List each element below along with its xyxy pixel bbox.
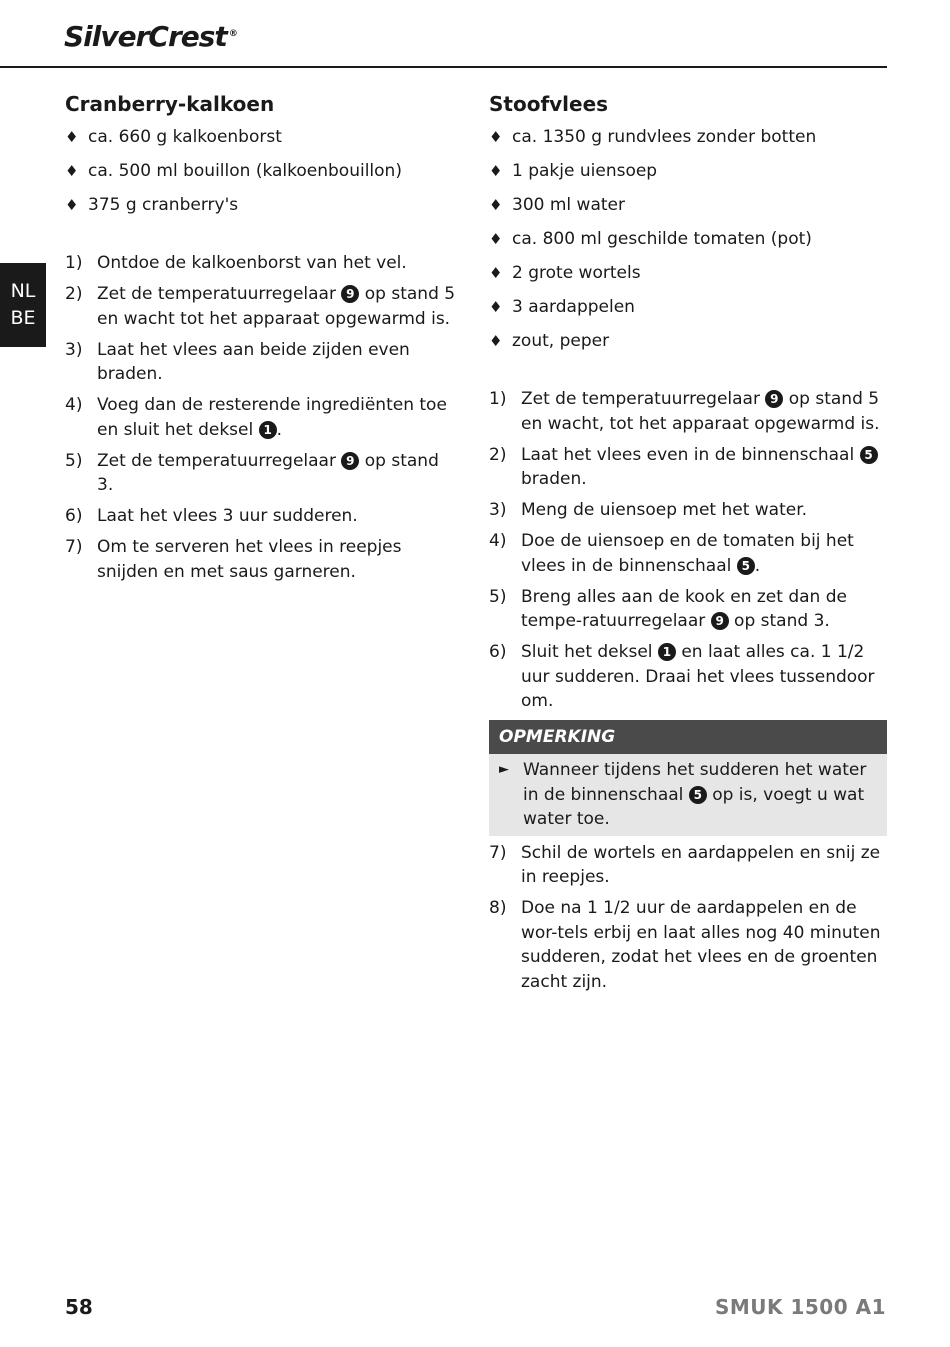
diamond-bullet-icon: ♦ (65, 128, 79, 146)
ingredient-item: ♦ 375 g cranberry's (65, 195, 239, 215)
language-code-nl: NL (10, 280, 36, 302)
step-item: 5) Breng alles aan de kook en zet dan de tempe-ratuurregelaar 9 op stand 3. (489, 586, 847, 631)
diamond-bullet-icon: ♦ (489, 196, 503, 214)
diamond-bullet-icon: ♦ (489, 298, 503, 316)
language-tab (0, 263, 46, 347)
note-heading: OPMERKING (489, 720, 887, 754)
part-number-badge: 5 (860, 446, 878, 464)
diamond-bullet-icon: ♦ (65, 196, 79, 214)
diamond-bullet-icon: ♦ (489, 230, 503, 248)
registered-mark: ® (228, 28, 237, 39)
ingredient-item: ♦ 3 aardappelen (489, 297, 635, 317)
step-item: 7) Om te serveren het vlees in reepjes snijden en met saus garneren. (65, 537, 402, 582)
step-item: 1) Ontdoe de kalkoenborst van het vel. (65, 253, 407, 273)
step-list (65, 251, 460, 584)
diamond-bullet-icon: ♦ (489, 264, 503, 282)
note-body: ► Wanneer tijdens het sudderen het water in de binnenschaal 5 op is, voegt u wat water toe. (489, 754, 887, 836)
ingredient-item: ♦ 2 grote wortels (489, 263, 641, 283)
step-item: 2) Zet de temperatuurregelaar 9 op stand 5 en wacht tot het apparaat opgewarmd is. (65, 284, 456, 329)
part-number-badge: 9 (711, 612, 729, 630)
recipe-stoofvlees (489, 92, 887, 1001)
step-list-continued (489, 841, 887, 995)
arrow-right-icon: ► (499, 762, 509, 777)
step-list (489, 387, 887, 714)
brand-name: SilverCrest (64, 20, 227, 53)
step-item: 7) Schil de wortels en aardappelen en snij ze in reepjes. (489, 842, 881, 887)
step-item: 4) Doe de uiensoep en de tomaten bij het vlees in de binnenschaal 5 . (489, 531, 854, 576)
part-number-badge: 1 (259, 421, 277, 439)
step-item: 3) Laat het vlees aan beide zijden even braden. (65, 339, 410, 384)
part-number-badge: 9 (765, 390, 783, 408)
part-number-badge: 9 (341, 285, 359, 303)
language-code-be: BE (10, 307, 36, 329)
ingredient-list (65, 125, 460, 217)
step-item: 4) Voeg dan de resterende ingrediënten toe en sluit het deksel 1 . (65, 395, 447, 440)
step-item: 3) Meng de uiensoep met het water. (489, 500, 808, 520)
part-number-badge: 9 (341, 452, 359, 470)
recipe-title: Cranberry-kalkoen (65, 92, 275, 116)
model-name: SMUK 1500 A1 (714, 1295, 886, 1319)
ingredient-item: ♦ 1 pakje uiensoep (489, 161, 658, 181)
ingredient-item: ♦ 300 ml water (489, 195, 625, 215)
ingredient-list (489, 125, 887, 353)
step-item: 2) Laat het vlees even in de binnenschaal 5 braden. (489, 443, 887, 492)
ingredient-item: ♦ ca. 660 g kalkoenborst (65, 127, 282, 147)
part-number-badge: 1 (658, 643, 676, 661)
brand-logo (64, 20, 237, 53)
diamond-bullet-icon: ♦ (65, 162, 79, 180)
step-item: 5) Zet de temperatuurregelaar 9 op stand 3. (65, 450, 439, 495)
diamond-bullet-icon: ♦ (489, 332, 503, 350)
recipe-title: Stoofvlees (489, 92, 609, 116)
ingredient-item: ♦ ca. 1350 g rundvlees zonder botten (489, 127, 817, 147)
step-item: 6) Laat het vlees 3 uur sudderen. (65, 506, 358, 526)
ingredient-item: ♦ ca. 500 ml bouillon (kalkoenbouillon) (65, 161, 402, 181)
diamond-bullet-icon: ♦ (489, 162, 503, 180)
ingredient-item: ♦ ca. 800 ml geschilde tomaten (pot) (489, 229, 812, 249)
part-number-badge: 5 (689, 786, 707, 804)
part-number-badge: 5 (737, 557, 755, 575)
step-item: 6) Sluit het deksel 1 en laat alles ca. 1 1/2 uur sudderen. Draai het vlees tussendoor om. (489, 642, 875, 711)
header-divider (0, 66, 887, 68)
step-item: 1) Zet de temperatuurregelaar 9 op stand 5 en wacht, tot het apparaat opgewarmd is. (489, 389, 880, 434)
page-number: 58 (65, 1295, 93, 1319)
step-item: 8) Doe na 1 1/2 uur de aardappelen en de wor-tels erbij en laat alles nog 40 minuten sudderen, zodat het vlees en de groenten zacht zijn. (489, 898, 881, 992)
ingredient-item: ♦ zout, peper (489, 331, 610, 351)
recipe-cranberry (65, 92, 460, 591)
diamond-bullet-icon: ♦ (489, 128, 503, 146)
